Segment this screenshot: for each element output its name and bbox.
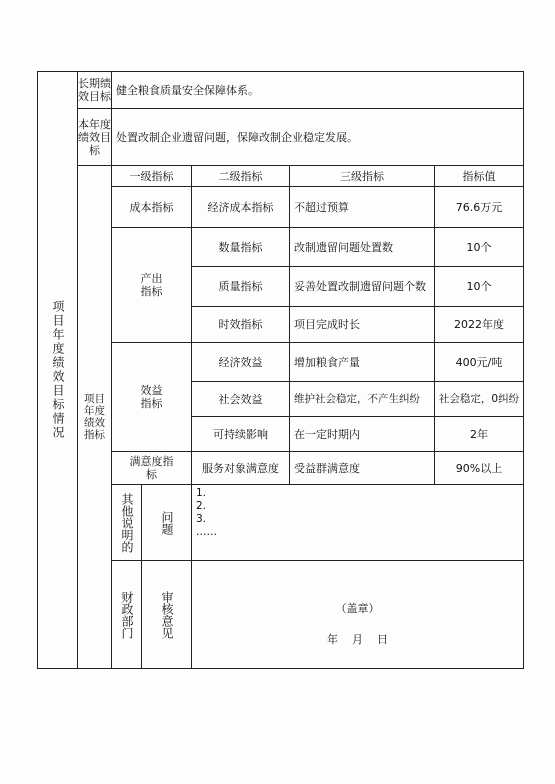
value-cell: 社会稳定，0纠纷 — [435, 382, 524, 417]
value-cell: 10个 — [435, 267, 524, 307]
long-term-text: 健全粮食质量安全保障体系。 — [112, 72, 524, 109]
level2-cell: 可持续影响 — [192, 417, 290, 452]
seal-label: （盖章） — [335, 601, 380, 615]
benefit-level1-cell — [112, 343, 192, 452]
output-level1: 产出指标 — [140, 272, 163, 298]
level2-cell: 经济成本指标 — [192, 187, 290, 228]
level3-cell: 项目完成时长 — [290, 307, 435, 343]
value-cell: 76.6万元 — [435, 187, 524, 228]
finance-sublabel: 审核意见 — [160, 590, 174, 639]
performance-table — [37, 71, 524, 669]
value-cell: 2年 — [435, 417, 524, 452]
level3-cell: 受益群满意度 — [290, 452, 435, 485]
level3-cell: 不超过预算 — [290, 187, 435, 228]
satisfaction-level1: 满意度指标 — [129, 455, 174, 481]
other-lines-cell — [192, 485, 524, 561]
cost-level1: 成本指标 — [112, 187, 192, 228]
value-cell: 2022年度 — [435, 307, 524, 343]
level2-cell: 经济效益 — [192, 343, 290, 382]
long-term-label: 长期绩效目标 — [78, 72, 112, 109]
annual-row — [38, 109, 524, 166]
section-label-cell — [38, 72, 78, 669]
level2-cell: 服务对象满意度 — [192, 452, 290, 485]
annual-text: 处置改制企业遗留问题，保障改制企业稳定发展。 — [112, 109, 524, 166]
other-sublabel: 问题 — [160, 510, 174, 535]
header-level2: 二级指标 — [192, 166, 290, 187]
output-level1-cell — [112, 228, 192, 343]
finance-label-cell — [112, 561, 142, 669]
date-label: 年 月 日 — [327, 632, 388, 646]
value-cell: 400元/吨 — [435, 343, 524, 382]
value-cell: 90%以上 — [435, 452, 524, 485]
value-cell: 10个 — [435, 228, 524, 267]
indicator-header-row — [38, 166, 524, 187]
level3-cell: 妥善处置改制遗留问题个数 — [290, 267, 435, 307]
section-label: 项目年度绩效目标情况 — [51, 300, 65, 440]
other-line: …… — [196, 526, 217, 538]
indicator-group-cell — [78, 166, 112, 669]
other-line: 2. — [196, 500, 207, 512]
other-label: 其他说明的 — [120, 492, 134, 553]
level3-cell: 增加粮食产量 — [290, 343, 435, 382]
finance-label: 财政部门 — [120, 590, 134, 639]
other-sublabel-cell — [142, 485, 192, 561]
level2-cell: 时效指标 — [192, 307, 290, 343]
header-level3: 三级指标 — [290, 166, 435, 187]
finance-sublabel-cell — [142, 561, 192, 669]
level3-cell: 维护社会稳定，不产生纠纷 — [290, 382, 435, 417]
benefit-level1: 效益指标 — [140, 384, 163, 410]
level2-cell: 数量指标 — [192, 228, 290, 267]
level3-cell: 改制遗留问题处置数 — [290, 228, 435, 267]
header-level1: 一级指标 — [112, 166, 192, 187]
annual-label: 本年度绩效目标 — [78, 109, 112, 166]
other-line: 3. — [196, 513, 207, 525]
long-term-row — [38, 72, 524, 109]
level2-cell: 质量指标 — [192, 267, 290, 307]
other-label-cell — [112, 485, 142, 561]
other-line: 1. — [196, 487, 207, 499]
level2-cell: 社会效益 — [192, 382, 290, 417]
finance-opinion-cell — [192, 561, 524, 669]
level3-cell: 在一定时期内 — [290, 417, 435, 452]
indicator-group-label: 项目年度绩效指标 — [84, 393, 105, 441]
satisfaction-level1-cell — [112, 452, 192, 485]
header-value: 指标值 — [435, 166, 524, 187]
